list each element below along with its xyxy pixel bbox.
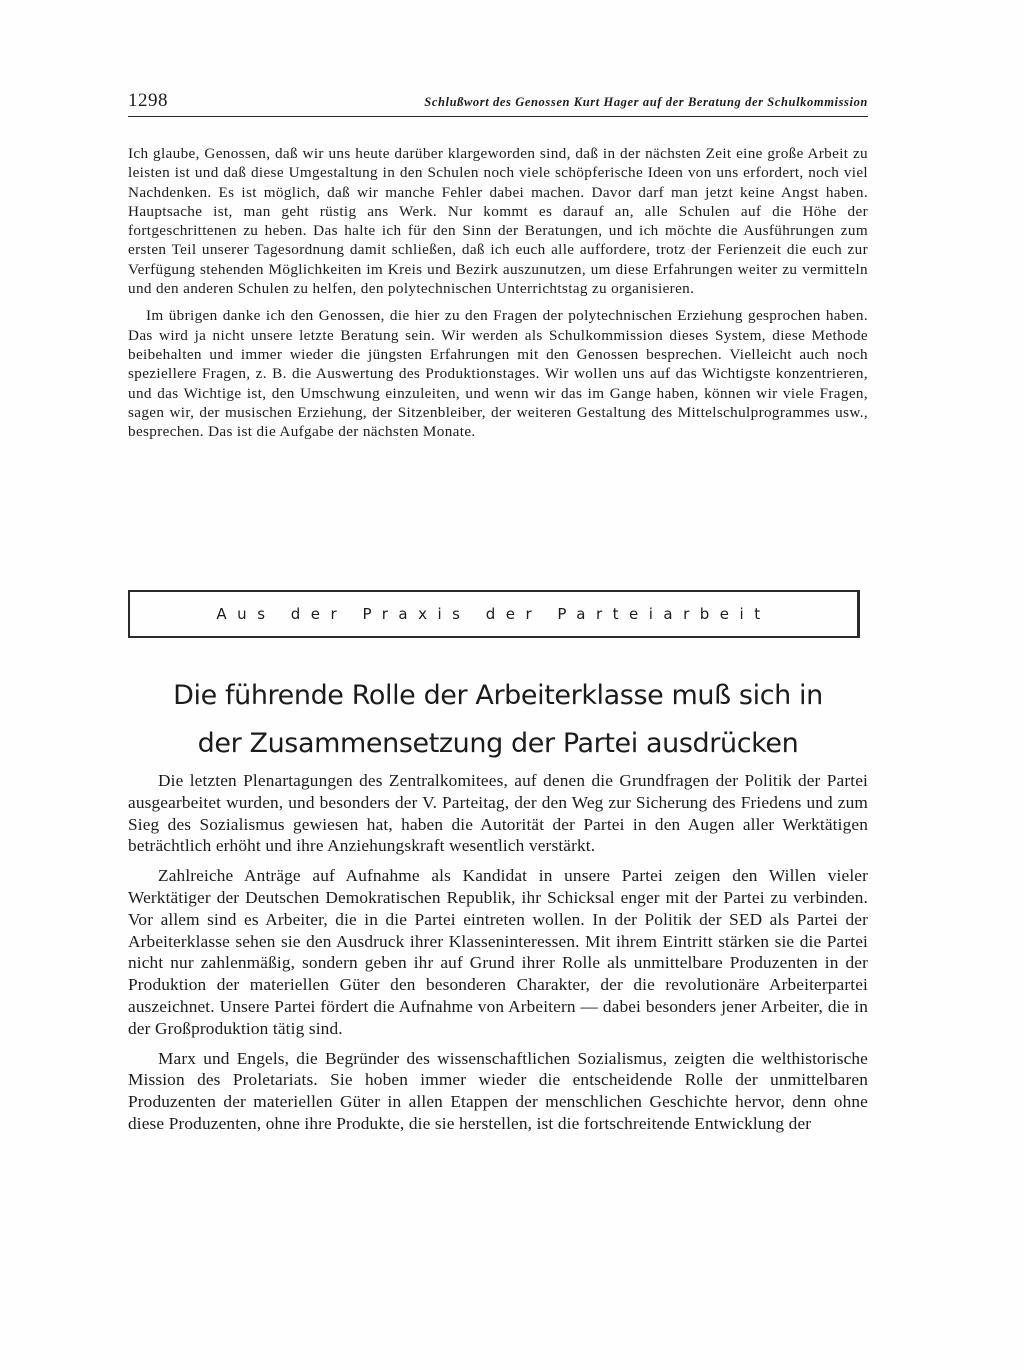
article-title-line-1: Die führende Rolle der Arbeiterklasse muß sich in	[173, 680, 823, 711]
speech-paragraph-1: Ich glaube, Genossen, daß wir uns heute darüber klargeworden sind, daß in der nächsten Zeit eine große Arbeit zu leisten ist und daß diese Umgestaltung in den Schulen noch viele schöpferische Ideen von uns erfordert, noch viel Nachdenken. Es ist möglich, daß wir manche Fehler dabei machen. Davor darf man jetzt keine Angst haben. Hauptsache ist, man geht rüstig ans Werk. Nur kommt es darauf an, alle Schulen auf die Höhe der fortgeschrittenen zu heben. Das halte ich für den Sinn der Beratungen, und ich möchte die Ausführungen zum ersten Teil unserer Tagesordnung damit schließen, daß ich euch alle auffordere, trotz der Ferienzeit die euch zur Verfügung stehenden Möglichkeiten im Kreis und Bezirk auszunutzen, um diese Erfahrungen weiter zu vermitteln und den anderen Schulen zu helfen, den polytechnischen Unterrichtstag zu organisieren.	[128, 145, 868, 298]
article-body	[128, 770, 868, 1135]
page-number: 1298	[128, 90, 168, 111]
section-title: Aus der Praxis der Parteiarbeit	[216, 605, 771, 623]
speech-text	[128, 144, 868, 441]
article-paragraph-1: Die letzten Plenartagungen des Zentralkomitees, auf denen die Grundfragen der Politik der Partei ausgearbeitet wurden, und besonders der V. Parteitag, der den Weg zur Sicherung des Friedens und zum Sieg des Sozialismus gewiesen hat, haben die Autorität der Partei in den Augen aller Werktätigen beträchtlich erhöht und ihre Anziehungskraft wesentlich verstärkt.	[128, 771, 868, 856]
article-paragraph-3: Marx und Engels, die Begründer des wissenschaftlichen Sozialismus, zeigten die welthistorische Mission des Proletariats. Sie hoben immer wieder die entscheidende Rolle der unmittelbaren Produzenten der materiellen Güter in allen Etappen der menschlichen Geschichte hervor, denn ohne diese Produzenten, ohne ihre Produkte, die sie herstellen, ist die fortschreitende Entwicklung der	[128, 1048, 868, 1133]
speech-paragraph-2: Im übrigen danke ich den Genossen, die hier zu den Fragen der polytechnischen Erziehung gesprochen haben. Das wird ja nicht unsere letzte Beratung sein. Wir werden als Schulkommission dieses System, diese Methode beibehalten und immer wieder die jüngsten Erfahrungen mit den Genossen besprechen. Vielleicht auch noch speziellere Fragen, z. B. die Auswertung des Produktionstages. Wir wollen uns auf das Wichtigste konzentrieren, und das Wichtige ist, den Umschwung einzuleiten, und wenn wir das im Gange haben, können wir viele Fragen, sagen wir, der musischen Erziehung, der Sitzenbleiber, der weiteren Gestaltung des Mittelschulprogrammes usw., besprechen. Das ist die Aufgabe der nächsten Monate.	[128, 307, 868, 441]
article-title	[128, 672, 868, 768]
article-title-line-2: der Zusammensetzung der Partei ausdrücken	[197, 728, 799, 759]
section-heading-box	[128, 590, 860, 638]
page-header	[128, 90, 868, 117]
article-paragraph-2: Zahlreiche Anträge auf Aufnahme als Kandidat in unsere Partei zeigen den Willen vieler Werktätiger der Deutschen Demokratischen Republik, ihr Schicksal enger mit der Partei zu verbinden. Vor allem sind es Arbeiter, die in die Partei eintreten wollen. In der Politik der SED als Partei der Arbeiterklasse sehen sie den Ausdruck ihrer Klasseninteressen. Mit ihrem Eintritt stärken sie die Partei nicht nur zahlenmäßig, sondern geben ihr auf Grund ihrer Rolle als unmittelbare Produzenten in der Produktion der materiellen Güter den besonderen Charakter, der die revolutionäre Arbeiterpartei auszeichnet. Unsere Partei fördert die Aufnahme von Arbeitern — dabei besonders jener Arbeiter, die in der Großproduktion tätig sind.	[128, 866, 868, 1038]
running-head: Schlußwort des Genossen Kurt Hager auf der Beratung der Schulkommission	[424, 95, 868, 109]
